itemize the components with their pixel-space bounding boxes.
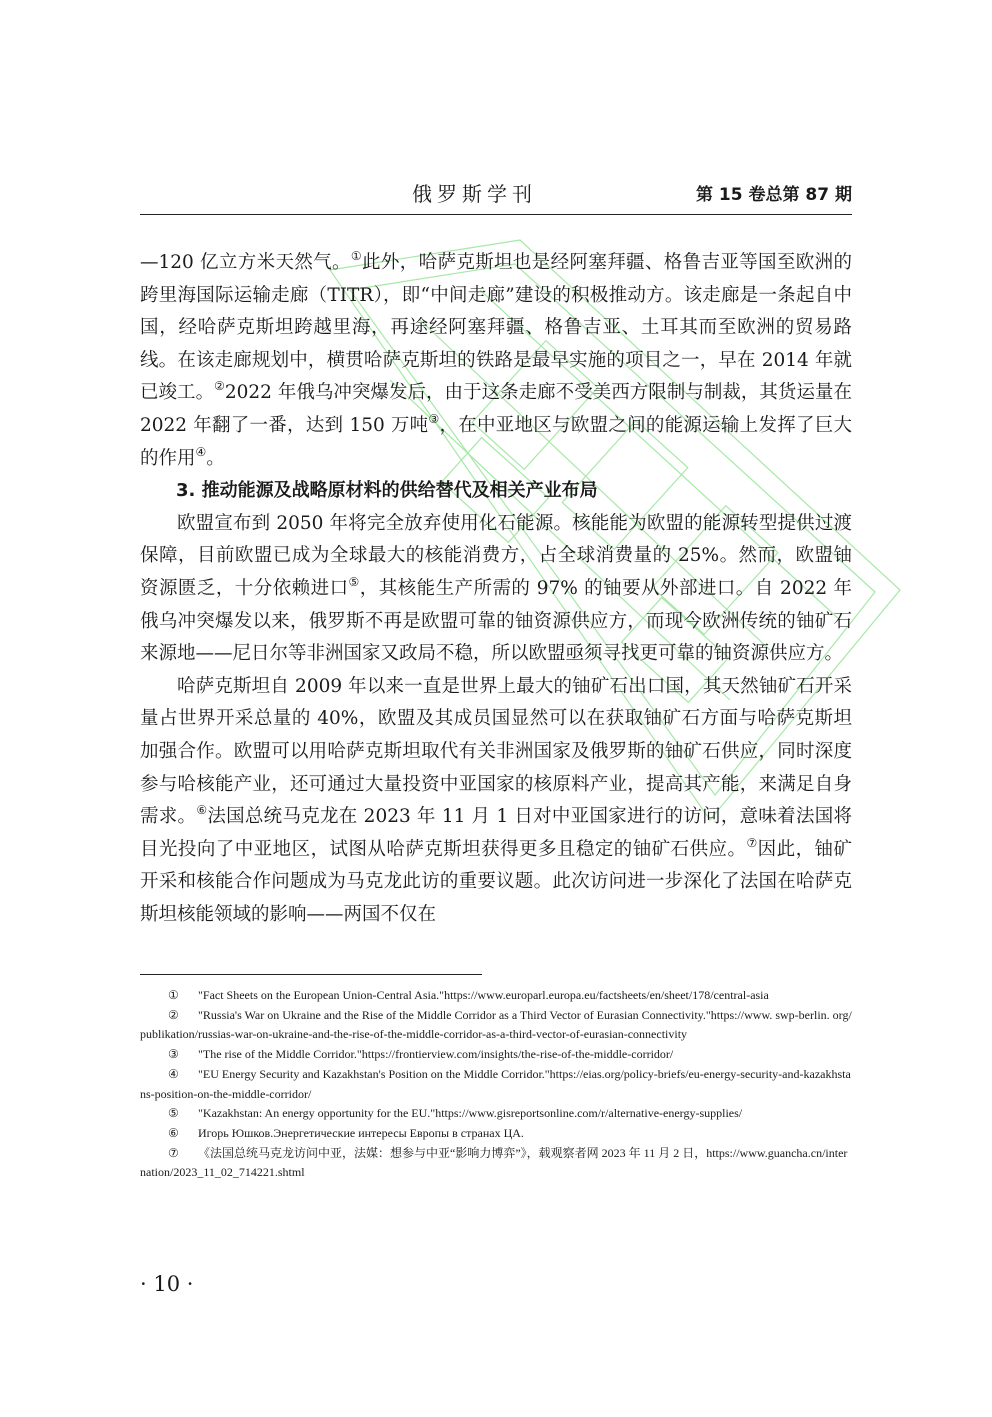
footnote-divider (140, 974, 482, 975)
footnote-ref-4[interactable]: ④ (195, 444, 207, 459)
section-heading: 3. 推动能源及战略原材料的供给替代及相关产业布局 (176, 480, 598, 502)
footnote-5: ⑤ "Kazakhstan: An energy opportunity for the EU."https://www.gisreportsonline.com/r/alternative-energy-supplies/ (168, 1106, 743, 1121)
paragraph-3: 哈萨克斯坦自 2009 年以来一直是世界上最大的铀矿石出口国，其天然铀矿石开采量占世界开采总量的 40%，欧盟及其成员国显然可以在获取铀矿石方面与哈萨克斯坦加强合作。欧盟可以用哈萨克斯坦取代有关非洲国家及俄罗斯的铀矿石供应，同时深度参与哈核能产业，还可通过大量投资中亚国家的核原料产业，提高其产能，来满足自身需求。⑥法国总统马克龙在 2023 年 11 月 1 日对中亚国家进行的访问，意味着法国将目光投向了中亚地区，试图从哈萨克斯坦获得更多且稳定的铀矿石供应。⑦因此，铀矿开采和核能合作问题成为马克龙此访的重要议题。此次访问进一步深化了法国在哈萨克斯坦核能领域的影响——两国不仅在 (140, 675, 852, 925)
footnote-3: ③ "The rise of the Middle Corridor."https://frontierview.com/insights/the-rise-of-the-middle-corridor/ (168, 1047, 674, 1062)
footnote-4: ④ "EU Energy Security and Kazakhstan's Position on the Middle Corridor."https://eias.org/policy-briefs/eu-energy-security-and-kazakhstans-position-on-the-middle-corridor/ (140, 1066, 851, 1101)
issue-label: 第 15 卷总第 87 期 (696, 185, 852, 205)
footnote-7: ⑦ 《法国总统马克龙访问中亚，法媒：想参与中亚“影响力博弈”》，载观察者网 2023 年 11 月 2 日，https://www.guancha.cn/internation/2023_11_02_714221.shtml (140, 1145, 848, 1180)
page-header (140, 178, 852, 215)
footnote-ref-6[interactable]: ⑥ (196, 803, 208, 818)
footnotes (140, 986, 852, 1183)
page-number: · 10 · (140, 1272, 194, 1296)
footnote-6: ⑥ Игорь Юшков.Энергетические интересы Европы в странах ЦА. (168, 1125, 524, 1140)
footnote-ref-7[interactable]: ⑦ (746, 835, 758, 850)
footnote-ref-5[interactable]: ⑤ (348, 574, 360, 589)
journal-title: 俄罗斯学刊 (412, 182, 537, 206)
footnote-ref-3[interactable]: ③ (428, 411, 440, 426)
footnote-ref-2[interactable]: ② (214, 379, 225, 394)
footnote-2: ② "Russia's War on Ukraine and the Rise of the Middle Corridor as a Third Vector of Eurasian Connectivity."https://www. swp-berlin. org/publikation/russias-war-on-ukraine-and-the-rise-of-the-middle-corridor-as-a-third-vector-of-eurasian-connectivity (140, 1007, 852, 1042)
paragraph-1: —120 亿立方米天然气。①此外，哈萨克斯坦也是经阿塞拜疆、格鲁吉亚等国至欧洲的跨里海国际运输走廊（TITR），即“中间走廊”建设的积极推动方。该走廊是一条起自中国，经哈萨克斯坦跨越里海，再途经阿塞拜疆、格鲁吉亚、土耳其而至欧洲的贸易路线。在该走廊规划中，横贯哈萨克斯坦的铁路是最早实施的项目之一，早在 2014 年就已竣工。②2022 年俄乌冲突爆发后，由于这条走廊不受美西方限制与制裁，其货运量在 2022 年翻了一番，达到 150 万吨③，在中亚地区与欧盟之间的能源运输上发挥了巨大的作用④。 (140, 249, 852, 469)
body-text (140, 247, 852, 931)
paragraph-2: 欧盟宣布到 2050 年将完全放弃使用化石能源。核能能为欧盟的能源转型提供过渡保障，目前欧盟已成为全球最大的核能消费方，占全球消费量的 25%。然而，欧盟铀资源匮乏，十分依赖进口⑤，其核能生产所需的 97% 的铀要从外部进口。自 2022 年俄乌冲突爆发以来，俄罗斯不再是欧盟可靠的铀资源供应方，而现今欧洲传统的铀矿石来源地——尼日尔等非洲国家又政局不稳，所以欧盟亟须寻找更可靠的铀资源供应方。 (140, 512, 852, 665)
footnote-1: ① "Fact Sheets on the European Union-Central Asia."https://www.europarl.europa.eu/factsheets/en/sheet/178/central-asia (168, 988, 769, 1002)
footnote-ref-1[interactable]: ① (350, 249, 363, 263)
